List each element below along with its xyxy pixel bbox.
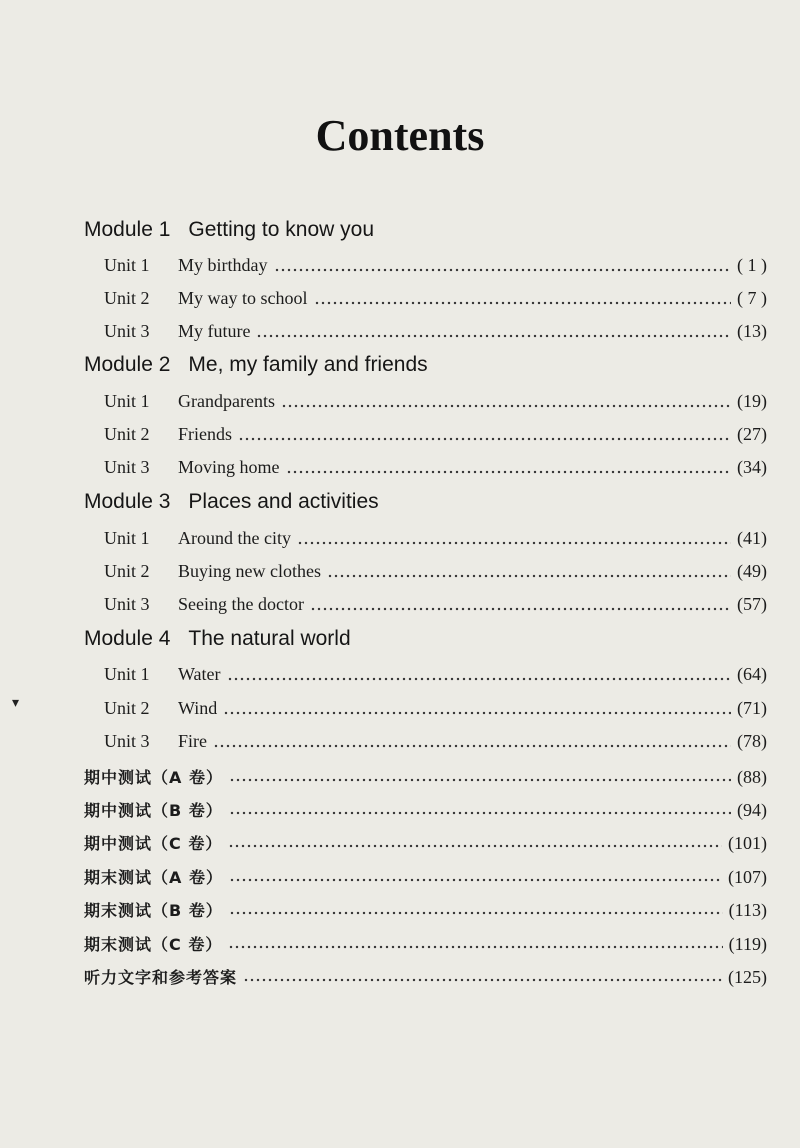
page-number: (88) [737, 767, 767, 787]
toc-entry[interactable] [104, 594, 767, 620]
unit-title: Water [178, 664, 221, 684]
toc-entry[interactable] [84, 865, 767, 891]
dot-leader [213, 743, 731, 749]
test-title: 期中测试（B 卷） [84, 801, 223, 820]
toc-entry[interactable] [104, 391, 767, 417]
toc-entry[interactable] [104, 424, 767, 450]
unit-label: Unit 3 [104, 731, 150, 751]
toc-entry[interactable] [84, 965, 767, 991]
toc-entry[interactable] [104, 321, 767, 347]
toc-entry[interactable] [84, 831, 767, 857]
module-label: Module 4 [84, 627, 171, 650]
page-number: (94) [737, 800, 767, 820]
dot-leader [327, 573, 731, 579]
module-label: Module 1 [84, 218, 171, 241]
test-title: 听力文字和参考答案 [84, 968, 238, 987]
toc-entry[interactable] [84, 798, 767, 824]
module-label: Module 2 [84, 353, 171, 376]
toc-entry[interactable] [84, 898, 767, 924]
toc-entry[interactable] [104, 731, 767, 757]
test-title: 期中测试（A 卷） [84, 768, 223, 787]
unit-title: Fire [178, 731, 207, 751]
unit-title: My way to school [178, 288, 308, 308]
dot-leader [238, 436, 731, 442]
page-number: (34) [737, 457, 767, 477]
dot-leader [256, 333, 731, 339]
module-title: Me, my family and friends [188, 353, 428, 376]
page-number: (57) [737, 594, 767, 614]
unit-title: Around the city [178, 528, 291, 548]
dot-leader [229, 810, 731, 816]
dot-leader [229, 777, 731, 783]
module-title: Places and activities [188, 490, 379, 513]
unit-label: Unit 3 [104, 594, 150, 614]
dot-leader [314, 300, 732, 306]
toc-entry[interactable] [84, 765, 767, 791]
module-heading [84, 627, 351, 651]
page-number: (113) [728, 900, 767, 920]
dot-leader [228, 843, 722, 849]
unit-title: My birthday [178, 255, 268, 275]
page-number: (19) [737, 391, 767, 411]
page-number: (71) [737, 698, 767, 718]
dot-leader [297, 540, 731, 546]
test-title: 期中测试（C 卷） [84, 834, 223, 853]
unit-label: Unit 3 [104, 321, 150, 341]
unit-label: Unit 1 [104, 528, 150, 548]
module-heading [84, 353, 428, 377]
test-title: 期末测试（B 卷） [84, 901, 223, 920]
unit-label: Unit 2 [104, 424, 150, 444]
module-title: Getting to know you [188, 218, 374, 241]
dot-leader [281, 403, 731, 409]
module-heading [84, 490, 379, 514]
unit-label: Unit 2 [104, 698, 150, 718]
unit-title: Grandparents [178, 391, 275, 411]
toc-entry[interactable] [104, 698, 767, 724]
toc-entry[interactable] [104, 457, 767, 483]
module-heading [84, 218, 374, 242]
toc-entry[interactable] [84, 932, 767, 958]
stray-mark: ▾ [12, 696, 20, 711]
page-number: (49) [737, 561, 767, 581]
unit-title: Friends [178, 424, 232, 444]
toc-entry[interactable] [104, 561, 767, 587]
page-number: (27) [737, 424, 767, 444]
module-label: Module 3 [84, 490, 171, 513]
unit-label: Unit 1 [104, 255, 150, 275]
module-title: The natural world [188, 627, 351, 650]
page-number: (64) [737, 664, 767, 684]
page-number: (78) [737, 731, 767, 751]
page-number: ( 7 ) [737, 288, 767, 308]
toc-entry[interactable] [104, 288, 767, 314]
page-number: (107) [728, 867, 767, 887]
unit-title: Wind [178, 698, 218, 718]
page-number: (125) [728, 967, 767, 987]
unit-title: My future [178, 321, 251, 341]
dot-leader [286, 469, 732, 475]
unit-title: Buying new clothes [178, 561, 321, 581]
dot-leader [243, 977, 722, 983]
page-number: (119) [728, 934, 767, 954]
test-title: 期末测试（C 卷） [84, 935, 223, 954]
dot-leader [229, 877, 722, 883]
unit-label: Unit 2 [104, 288, 150, 308]
unit-label: Unit 1 [104, 664, 150, 684]
dot-leader [310, 606, 731, 612]
page-title: Contents [315, 111, 485, 160]
toc-entry[interactable] [104, 664, 767, 690]
dot-leader [227, 676, 731, 682]
page-number: (41) [737, 528, 767, 548]
dot-leader [228, 944, 722, 950]
dot-leader [274, 267, 732, 273]
unit-title: Seeing the doctor [178, 594, 304, 614]
unit-label: Unit 2 [104, 561, 150, 581]
dot-leader [229, 910, 723, 916]
page-number: ( 1 ) [737, 255, 767, 275]
toc-entry[interactable] [104, 528, 767, 554]
unit-label: Unit 3 [104, 457, 150, 477]
page-number: (13) [737, 321, 767, 341]
unit-label: Unit 1 [104, 391, 150, 411]
page-number: (101) [728, 833, 767, 853]
test-title: 期末测试（A 卷） [84, 868, 223, 887]
toc-entry[interactable] [104, 255, 767, 281]
unit-title: Moving home [178, 457, 280, 477]
dot-leader [223, 710, 731, 716]
